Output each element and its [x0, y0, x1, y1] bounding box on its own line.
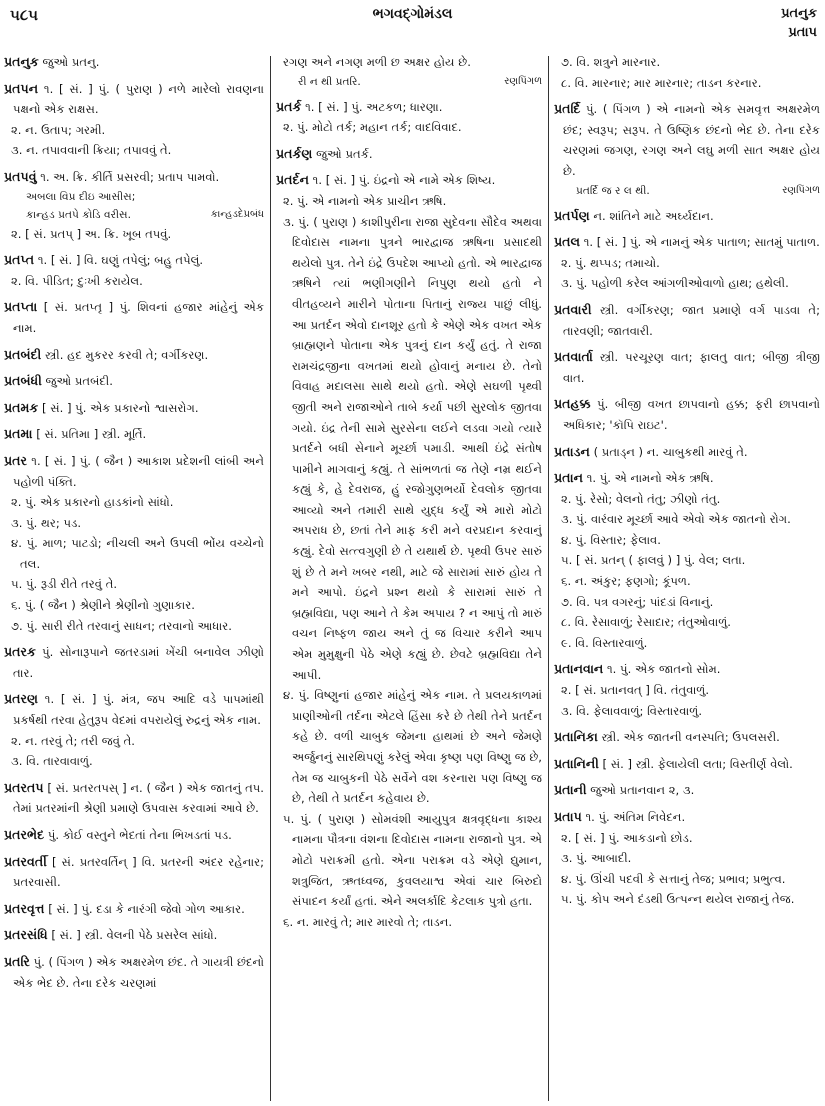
dictionary-entry [554, 232, 820, 294]
sense-text: ૭. વિ. પત્ર વગરનું; પાંદડાં વિનાનું. [561, 594, 714, 609]
entry-sense [554, 300, 820, 341]
entry-sense [4, 424, 264, 445]
sense-text: [ સં. પ્રતિમા ] સ્ત્રી. મૂર્તિ. [36, 427, 147, 442]
sense-text: ૪. પું. વિસ્તાર; ફેલાવ. [561, 532, 661, 547]
sense-text: ૪. પું. માળ; પાટડો; નીચલી અને ઉપલી ભોંય વચ્ચેનો તલ. [11, 536, 264, 571]
sense-text: ૨. પું. મોટો તર્ક; મહાન તર્ક; વાદવિવાદ. [283, 120, 462, 135]
entry-headword: પ્રતવારી [554, 301, 592, 317]
quotation-source: રણપિંગળ [504, 75, 542, 87]
dictionary-entry [554, 780, 820, 801]
entry-headword: પ્રતપવું [4, 168, 37, 184]
sense-text: ૭. પું. સારી રીતે તરવાનું સાધન; તરવાનો આધાર. [11, 618, 232, 633]
entry-headword: પ્રતર [4, 452, 28, 468]
entry-headword: પ્રતબંધી [4, 373, 42, 389]
entry-sense [276, 212, 542, 686]
quotation [554, 182, 820, 200]
sense-text: સ્ત્રી. એક જાતની વનસ્પતિ; ઉપલસરી. [601, 730, 780, 745]
dictionary-entry [276, 52, 542, 91]
sense-text: રગણ અને નગણ મળી છ અક્ષર હોય છે. [283, 55, 471, 69]
sense-text: ૧. [ સં. ] વિ. ઘણું તપેલું; બહુ તપેલું. [37, 253, 204, 268]
entry-sense [4, 271, 264, 292]
dictionary-entry [554, 394, 820, 435]
sense-text: [ સં. ] સ્ત્રી. ફેલાયેલી લતા; વિસ્તીર્ણ વેલો. [602, 756, 793, 771]
entry-sense [554, 828, 820, 849]
entry-sense [554, 232, 820, 253]
entry-headword: પ્રતમા [4, 426, 33, 442]
sense-text: [ સં. પ્રતરતપસ્ ] ન. ( જૈન ) એક જાતનું તપ. તેમાં પ્રતરમાંની શ્રેણી પ્રમાણે ઉપવાસ કરવામાં આવે છે. [13, 780, 264, 816]
dictionary-entry [554, 754, 820, 775]
sense-text: જુઓ પ્રતનુ. [42, 55, 100, 69]
entry-sense [554, 52, 820, 73]
sense-text: ૩. પું. વારંવાર મૂર્ચ્છા આવે એવો એક જાતનો રોગ. [561, 512, 791, 527]
sense-text: [ સં. પ્રતરવર્તિન્ ] વિ. પ્રતરની અંદર રહેનાર; પ્રતરવાસી. [13, 854, 264, 890]
entry-headword: પ્રતરસંધિ [4, 927, 48, 943]
dictionary-entry [4, 451, 264, 636]
quotation [276, 73, 542, 91]
quotation-source: કાન્હડદેપ્રબંધ [210, 208, 264, 220]
sense-text: ન. શાંતિને માટે અર્ઘ્યદાન. [593, 208, 714, 223]
sense-text: ૨. ન. તરવું તે; તરી જવું તે. [11, 733, 135, 748]
sense-text: ૩. ન. તપાવવાની ક્રિયા; તપાવવું તે. [11, 143, 172, 158]
entry-headword: પ્રતવાર્તા [554, 349, 593, 365]
sense-text: ૨. પું. એક પ્રકારનો હાડકાંનો સાંધો. [11, 495, 174, 510]
entry-sense [4, 79, 264, 120]
quotation-text: કાન્હડ પ્રતપે કોડિ વરીસ. [26, 208, 131, 221]
dictionary-entry [554, 442, 820, 463]
entry-sense [276, 52, 542, 73]
entry-sense [276, 685, 542, 809]
sense-text: ૩. પું. થર; પડ. [11, 515, 82, 530]
entry-sense [276, 809, 542, 912]
entry-sense [4, 852, 264, 893]
column-divider [548, 56, 549, 1101]
entry-headword: પ્રતાડન [554, 443, 590, 459]
entry-sense [554, 347, 820, 388]
sense-text: ૧. પું. અંતિમ નિવેદન. [585, 810, 686, 824]
sense-text: પું. સોનારૂપાને જતરડામાં ખેંચી બનાવેલ ઝીણો તાર. [13, 645, 264, 680]
sense-text: ૫. પું. રૂડી રીતે તરવું તે. [11, 577, 118, 592]
sense-text: ૨. [ સં. ] પું. આકડાનો છોડ. [561, 830, 693, 845]
entry-headword: પ્રતરણ [4, 691, 39, 707]
quotation-line [26, 206, 264, 224]
entry-sense [554, 727, 820, 748]
sense-text: ૬. ન. મારવું તે; માર મારવો તે; તાડન. [283, 914, 453, 929]
sense-text: ૫. [ સં. પ્રતન્ ( ફાલવું ) ] પું. વેલ; લતા. [561, 553, 746, 568]
entry-sense [4, 751, 264, 772]
entry-sense [554, 807, 820, 828]
entry-sense [4, 595, 264, 616]
dictionary-entry [276, 97, 542, 138]
sense-text: ૨. [ સં. પ્રતપ્ ] અ. ક્રિ. ખૂબ તપવું. [11, 226, 172, 241]
entry-sense [276, 117, 542, 138]
dictionary-entry [4, 79, 264, 161]
entry-headword: પ્રતપ્તા [4, 299, 38, 315]
dictionary-entry [554, 99, 820, 199]
entry-sense [554, 253, 820, 274]
entry-headword: પ્રતર્કણ [276, 145, 313, 161]
entry-headword: પ્રતર્ક [276, 98, 302, 114]
guide-word-first: પ્રતનુક [781, 6, 817, 21]
sense-text: ૬. પું. ( જૈન ) શ્રેણીને શ્રેણીનો ગુણાકાર. [11, 598, 195, 613]
quotation-line [26, 188, 264, 206]
quotation-text: પ્રતર્દિ જ ર લ થી. [576, 184, 650, 197]
entry-headword: પ્રતહક્ક [554, 396, 591, 412]
quotation-text: રી ન થી પ્રતરિ. [298, 75, 361, 88]
entry-sense [554, 550, 820, 571]
sense-text: ૩. પું. ( પુરાણ ) કાશીપુરીના રાજા સુદેવના સૌદેવ અથવા દિવોદાસ નામના પુત્રને ભારદ્વાજ ઋષિના પ્રસાદથી થયેલો પુત્ર. તેને ઇંદ્રે ઉપદેશ આપ્યો હતો. એ ભારદ્વાજ ઋષિને ત્યાં ભણીગણીને નિપુણ થયો હતો ને વીતહવ્યને મારીને પોતાના પિતાનું રાજ્ય પાછું લીધું. આ પ્રતર્દન એવો દાનશૂર હતો કે એણે એક વખત એક બ્રાહ્મણને પોતાના એક પુત્રનું દાન કર્યું હતું. તે રાજા રામચંદ્રજીના વખતમાં થયો હોવાનું મનાય છે. તેનો વિવાહ મદાલસા સાથે થયો હતો. એણે સઘળી પૃથ્વી જીતી અને રાજાઓને તાબે કર્યા પછી સુરલોક જીતવા ગયો. ઇંદ્ર તેની સામે સુરસેના લઈને લડવા ગયો ત્યારે પ્રતર્દને બધી સેનાને મૂર્ચ્છા પમાડી. આથી ઇંદ્રે સંતોષ પામીને માગવાનું કહ્યું. તે સાંભળતાં જ તેણે નમ્ર થઈને કહ્યું કે, હે દેવરાજ, હું રજોગુણભર્યો દેવલોક જીતવા આવ્યો અને તમારી સાથે યુદ્ધ કર્યું એ મારો મોટો અપરાધ છે, છતાં તેને માફ કરી મને વરપ્રદાન કરવાનું કહ્યું. દેવો સત્ત્વગુણી છે તે યથાર્થ છે. પૃથ્વી ઉપર સારું શું છે તે મને ખબર નથી, માટે જે સારામાં સારું હોય તે મને આપો. ઇંદ્રને પ્રશ્ન થયો કે સારામાં સારું તે બ્રહ્મવિદ્યા, પણ આને તે કેમ અપાય ? ન આપું તો મારું વચન નિષ્ફળ જાય અને તું જ વિચાર કરીને આપ એમ મુમુક્ષુની પેઠે એણે કહ્યું છે. છેવટે બ્રહ્મવિદ્યા તેને આપી. [283, 214, 542, 682]
sense-text: પું. ( પિંગળ ) એ નામનો એક સમવૃત્ત અક્ષરમેળ છંદ; સ્વરૂપ; સરૂપ. તે ઉષ્ણિક છંદનો ભેદ છે. તેના દરેક ચરણમાં જગણ, રગણ અને લઘુ મળી સાત અક્ષર હોય છે. [563, 102, 820, 178]
dictionary-entry [554, 807, 820, 910]
sense-text: ૧. અ. ક્રિ. કીર્તિ પ્રસરવી; પ્રતાપ પામવો. [40, 169, 220, 184]
dictionary-entry [554, 206, 820, 227]
entry-sense [554, 633, 820, 654]
sense-text: જુઓ પ્રતબંદી. [45, 374, 113, 389]
sense-text: પું. ( પિંગળ ) એક અક્ષરમેળ છંદ. તે ગાયત્રી છંદનો એક ભેદ છે. તેના દરેક ચરણમાં [13, 954, 264, 990]
entry-sense [4, 451, 264, 492]
entry-headword: પ્રતરભેદ [4, 827, 45, 842]
column-middle [276, 52, 542, 1102]
sense-text: પું. બીજી વખત છાપવાનો હક્ક; ફરી છાપવાનો અધિકાર; 'કૉપિ રાઇટ'. [563, 397, 820, 432]
entry-headword: પ્રતાનિની [554, 755, 599, 771]
entry-headword: પ્રતબંદી [4, 346, 42, 362]
entry-sense [554, 680, 820, 701]
dictionary-entry [4, 398, 264, 419]
entry-sense [4, 616, 264, 637]
dictionary-entry [4, 852, 264, 893]
quotation-line [576, 182, 820, 200]
quotation [4, 188, 264, 224]
sense-text: ૩. વિ. ફેલાવવાળું; વિસ્તારવાળું. [561, 703, 703, 718]
entry-sense [276, 97, 542, 118]
sense-text: ૭. વિ. શત્રુને મારનાર. [561, 55, 661, 69]
entry-sense [554, 489, 820, 510]
entry-sense [276, 191, 542, 212]
entry-sense [554, 659, 820, 680]
sense-text: ૪. પું. ઊંચી પદવી કે સત્તાનું તેજ; પ્રભાવ; પ્રભુત્વ. [561, 871, 786, 886]
sense-text: [ સં. પ્રતપ્તૃ ] પું. શિવનાં હજાર માંહેનું એક નામ. [13, 300, 264, 335]
entry-headword: પ્રતપ્ત [4, 252, 35, 268]
entry-sense [4, 224, 264, 245]
quotation-line [298, 73, 542, 91]
entry-sense [554, 206, 820, 227]
dictionary-entry [276, 170, 542, 932]
sense-text: ૫. પું. કોપ અને દંડથી ઉત્પન્ન થયેલ રાજાનું તેજ. [561, 892, 795, 907]
entry-sense [554, 468, 820, 489]
sense-text: ૧. [ સં. ] પું. અટકળ; ધારણા. [305, 99, 443, 114]
sense-text: [ સં. ] પું. દડા કે નારંગી જેવો ગોળ આકાર. [48, 901, 245, 916]
dictionary-entry [554, 659, 820, 721]
entry-headword: પ્રતરતપ [4, 779, 44, 795]
entry-headword: પ્રતરવર્તી [4, 853, 47, 869]
sense-text: ૯. વિ. વિસ્તારવાળું. [561, 635, 648, 650]
entry-headword: પ્રતાનવાન [554, 661, 604, 677]
sense-text: ૨. ન. ઉતાપ; ગરમી. [11, 122, 106, 137]
entry-headword: પ્રતાપ [554, 809, 582, 824]
entry-sense [4, 492, 264, 513]
entry-sense [554, 612, 820, 633]
dictionary-entry [554, 52, 820, 93]
guide-word-last: પ્રતાપ [788, 25, 817, 40]
entry-headword: પ્રતર્દન [276, 172, 309, 188]
entry-headword: પ્રતનુક [4, 54, 39, 69]
sense-text: ૧. પું. એ નામનો એક ઋષિ. [586, 471, 714, 486]
sense-text: ૧. [ સં. ] પું. ઇંદ્રનો એ નામે એક શિષ્ય. [312, 173, 496, 188]
dictionary-entry [554, 300, 820, 341]
sense-text: ૩. વિ. તારવાવાળું. [11, 754, 93, 769]
sense-text: ૧. પું. એક જાતનો સોમ. [607, 662, 721, 677]
page-header [0, 0, 825, 50]
entry-sense [554, 394, 820, 435]
entry-headword: પ્રતર્પણ [554, 207, 590, 223]
sense-text: જુઓ પ્રતાનવાન ૨, ૩. [590, 783, 695, 798]
entry-headword: પ્રતમક [4, 399, 39, 415]
page-number: ૫૮૫ [10, 6, 38, 24]
entry-sense [276, 144, 542, 165]
entry-sense [554, 571, 820, 592]
entry-sense [4, 297, 264, 338]
dictionary-entry [4, 52, 264, 73]
dictionary-entry [554, 727, 820, 748]
entry-sense [4, 731, 264, 752]
entry-sense [554, 442, 820, 463]
entry-sense [4, 925, 264, 946]
dictionary-entry [4, 424, 264, 445]
quotation-source: રણપિંગળ [782, 184, 820, 196]
sense-text: ( પ્રતાડ્ન ) ન. ચાબુકથી મારવું તે. [593, 444, 748, 459]
entry-sense [554, 754, 820, 775]
entry-headword: પ્રતપન [4, 80, 39, 96]
sense-text: [ સં. ] પું. એક પ્રકારનો શ્વાસરોગ. [42, 400, 199, 415]
entry-sense [4, 371, 264, 392]
sense-text: પું. કોઈ વસ્તુને ભેદતાં તેના ભિખડતાં પડ. [47, 828, 232, 842]
entry-headword: પ્રતરક [4, 644, 36, 660]
sense-text: સ્ત્રી. વર્ગીકરણ; જાત પ્રમાણે વર્ગ પાડવા તે; તારવણી; જાતવારી. [563, 302, 820, 338]
dictionary-entry [4, 778, 264, 819]
entry-sense [4, 533, 264, 574]
entry-headword: પ્રતરિ [4, 953, 30, 969]
entry-sense [4, 345, 264, 366]
entry-headword: પ્રતર્દિ [554, 101, 581, 117]
dictionary-entry [554, 347, 820, 388]
entry-sense [4, 952, 264, 993]
dictionary-entry [4, 899, 264, 920]
entry-sense [276, 170, 542, 191]
sense-text: ૧. [ સં. ] પું. ( પુરાણ ) નળે મારેલો રાવણના પક્ષનો એક રાક્ષસ. [13, 81, 264, 117]
sense-text: ૨. પું. થપ્પડ; તમાચો. [561, 255, 660, 270]
entry-sense [4, 574, 264, 595]
dictionary-entry [4, 371, 264, 392]
entry-sense [554, 869, 820, 890]
sense-text: જુઓ પ્રતર્ક. [316, 146, 373, 161]
sense-text: સ્ત્રી. હદ મુકરર કરવી તે; વર્ગીકરણ. [44, 347, 209, 362]
sense-text: ૨. વિ. પીડિત; દુઃખી કરાયેલ. [11, 273, 143, 288]
entry-headword: પ્રતાનિકા [554, 729, 598, 745]
entry-headword: પ્રતલ [554, 234, 581, 250]
entry-sense [554, 848, 820, 869]
column-left [4, 52, 264, 1102]
column-right [554, 52, 820, 1102]
dictionary-entry [4, 642, 264, 683]
dictionary-entry [4, 952, 264, 993]
sense-text: ૬. ન. અંકુર; ફણગો; કૂંપળ. [561, 574, 691, 589]
column-divider [270, 56, 271, 1101]
sense-text: ૧. [ સં. ] પું. ( જૈન ) આકાશ પ્રદેશની લાંબી અને પહોળી પંક્તિ. [13, 453, 264, 489]
dictionary-entry [4, 167, 264, 244]
sense-text: ૧. [ સં. ] પું. એ નામનું એક પાતાળ; સાતમું પાતાળ. [583, 235, 820, 250]
quotation-text: અબલા વિપ્ર દીઇ આસીસ; [26, 190, 136, 203]
sense-text: ૩. પું. પહોળી કરેલ આંગળીઓવાળો હાથ; હથેલી. [561, 276, 789, 291]
entry-sense [554, 701, 820, 722]
sense-text: ૧. [ સં. ] પું. મંત્ર, જપ આદિ વડે પાપમાંથી પ્રકર્ષથી તરવા હેતુરૂપ વેદમાં વપરાયેલું રુદ્રનું એક નામ. [13, 692, 264, 728]
sense-text: ૮. વિ. મારનાર; માર મારનાર; તાડન કરનાર. [561, 75, 762, 90]
entry-sense [554, 99, 820, 181]
entry-sense [554, 530, 820, 551]
sense-text: ૮. વિ. રેસાવાળું; રેસાદાર; તંતુઓવાળું. [561, 615, 731, 630]
entry-headword: પ્રતાની [554, 782, 587, 798]
entry-headword: પ્રતરવૃત્ત [4, 900, 45, 916]
sense-text: ૩. પું. આબાદી. [561, 851, 632, 866]
entry-sense [4, 167, 264, 188]
entry-sense [554, 592, 820, 613]
entry-sense [554, 780, 820, 801]
entry-sense [4, 120, 264, 141]
dictionary-entry [4, 689, 264, 771]
dictionary-entry [4, 250, 264, 291]
entry-sense [4, 899, 264, 920]
sense-text: ૨. પું. એ નામનો એક પ્રાચીન ઋષિ. [283, 193, 447, 208]
dictionary-entry [276, 144, 542, 165]
entry-sense [4, 250, 264, 271]
entry-sense [4, 689, 264, 730]
sense-text: ૨. પું. રેસો; વેલનો તંતુ; ઝીણો તંતુ. [561, 491, 721, 506]
entry-headword: પ્રતાન [554, 470, 583, 486]
entry-sense [4, 513, 264, 534]
entry-sense [276, 912, 542, 933]
entry-sense [554, 73, 820, 94]
guide-words [781, 4, 817, 42]
book-title: ભગવદ્ગોમંડલ [372, 6, 453, 22]
sense-text: ૨. [ સં. પ્રતાનવત્ ] વિ. તંતુવાળું. [561, 683, 710, 698]
dictionary-entry [4, 345, 264, 366]
entry-sense [4, 825, 264, 846]
entry-sense [4, 642, 264, 683]
dictionary-entry [4, 825, 264, 846]
entry-sense [554, 509, 820, 530]
dictionary-entry [4, 925, 264, 946]
dictionary-entry [4, 297, 264, 338]
entry-sense [554, 273, 820, 294]
entry-sense [554, 889, 820, 910]
entry-sense [4, 52, 264, 73]
entry-sense [4, 778, 264, 819]
sense-text: ૫. પું. ( પુરાણ ) સોમવંશી આયુપુત્ર ક્ષત્રવૃદ્ધના કાશ્ય નામના પૌત્રના વંશના દિવોદાસ નામના રાજાનો પુત્ર. એ મોટો પરાક્રમી હતો. એના પરાક્રમ વડે એણે દ્યુમાન, શત્રુજિત, ઋતધ્વજ, કુવલયાશ્વ એવાં ચાર બિરુદો સંપાદન કર્યાં હતાં. એને અલર્કાદિ કેટલાક પુત્રો હતા. [283, 811, 542, 909]
dictionary-entry [554, 468, 820, 653]
sense-text: સ્ત્રી. પરચૂરણ વાત; ફાલતુ વાત; બીજી ત્રીજી વાત. [563, 350, 820, 385]
sense-text: ૪. પું. વિષ્ણુનાં હજાર માંહેનું એક નામ. તે પ્રલયકાળમાં પ્રાણીઓની તર્દના એટલે હિંસા કરે છે તેથી તેને પ્રતર્દન કહે છે. વળી ચાબુક જેમના હાથમાં છે અને જેમણે અર્જુનનું સારથિપણું કરેલું એવા કૃષ્ણ પણ વિષ્ણુ જ છે, તેમ જ ચાબુકની પેઠે સર્વેને વશ કરનારા પણ વિષ્ણુ જ છે, તેથી તે પ્રતર્દન કહેવાય છે. [283, 688, 542, 806]
sense-text: [ સં. ] સ્ત્રી. વેલની પેઠે પ્રસરેલ સાંધો. [51, 928, 218, 943]
entry-sense [4, 398, 264, 419]
entry-sense [4, 140, 264, 161]
